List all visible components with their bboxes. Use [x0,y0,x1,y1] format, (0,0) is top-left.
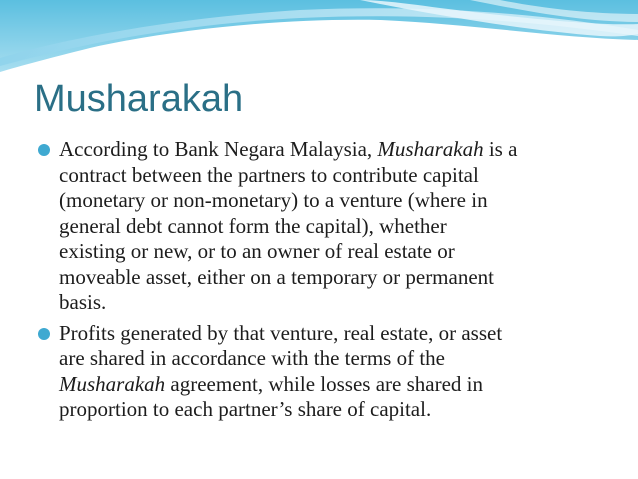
bullet-line: moveable asset, either on a temporary or permanent [59,264,494,289]
bullet-dot-icon [38,328,50,340]
bullet-line: contract between the partners to contribute capital [59,162,479,187]
header-wave-decoration [0,0,638,80]
bullet-item-definition [38,137,598,316]
bullet-line: general debt cannot form the capital), whether [59,213,447,238]
bullet-list [38,137,598,423]
bullet-dot-icon [38,144,50,156]
slide-title: Musharakah [34,78,244,120]
bullet-line: Musharakah agreement, while losses are shared in [59,371,483,396]
bullet-line: (monetary or non-monetary) to a venture (where in [59,188,488,212]
bullet-line: basis. [59,290,107,314]
bullet-line: are shared in accordance with the terms of the [59,346,445,370]
bullet-item-profits [38,321,598,423]
emphasis-term: Musharakah [377,137,484,161]
bullet-line: According to Bank Negara Malaysia, Musharakah is a [59,137,518,161]
emphasis-term: Musharakah [59,371,166,396]
bullet-line: Profits generated by that venture, real estate, or asset [59,320,503,345]
bullet-line: proportion to each partner’s share of capital. [59,397,432,421]
bullet-line: existing or new, or to an owner of real estate or [59,239,455,263]
